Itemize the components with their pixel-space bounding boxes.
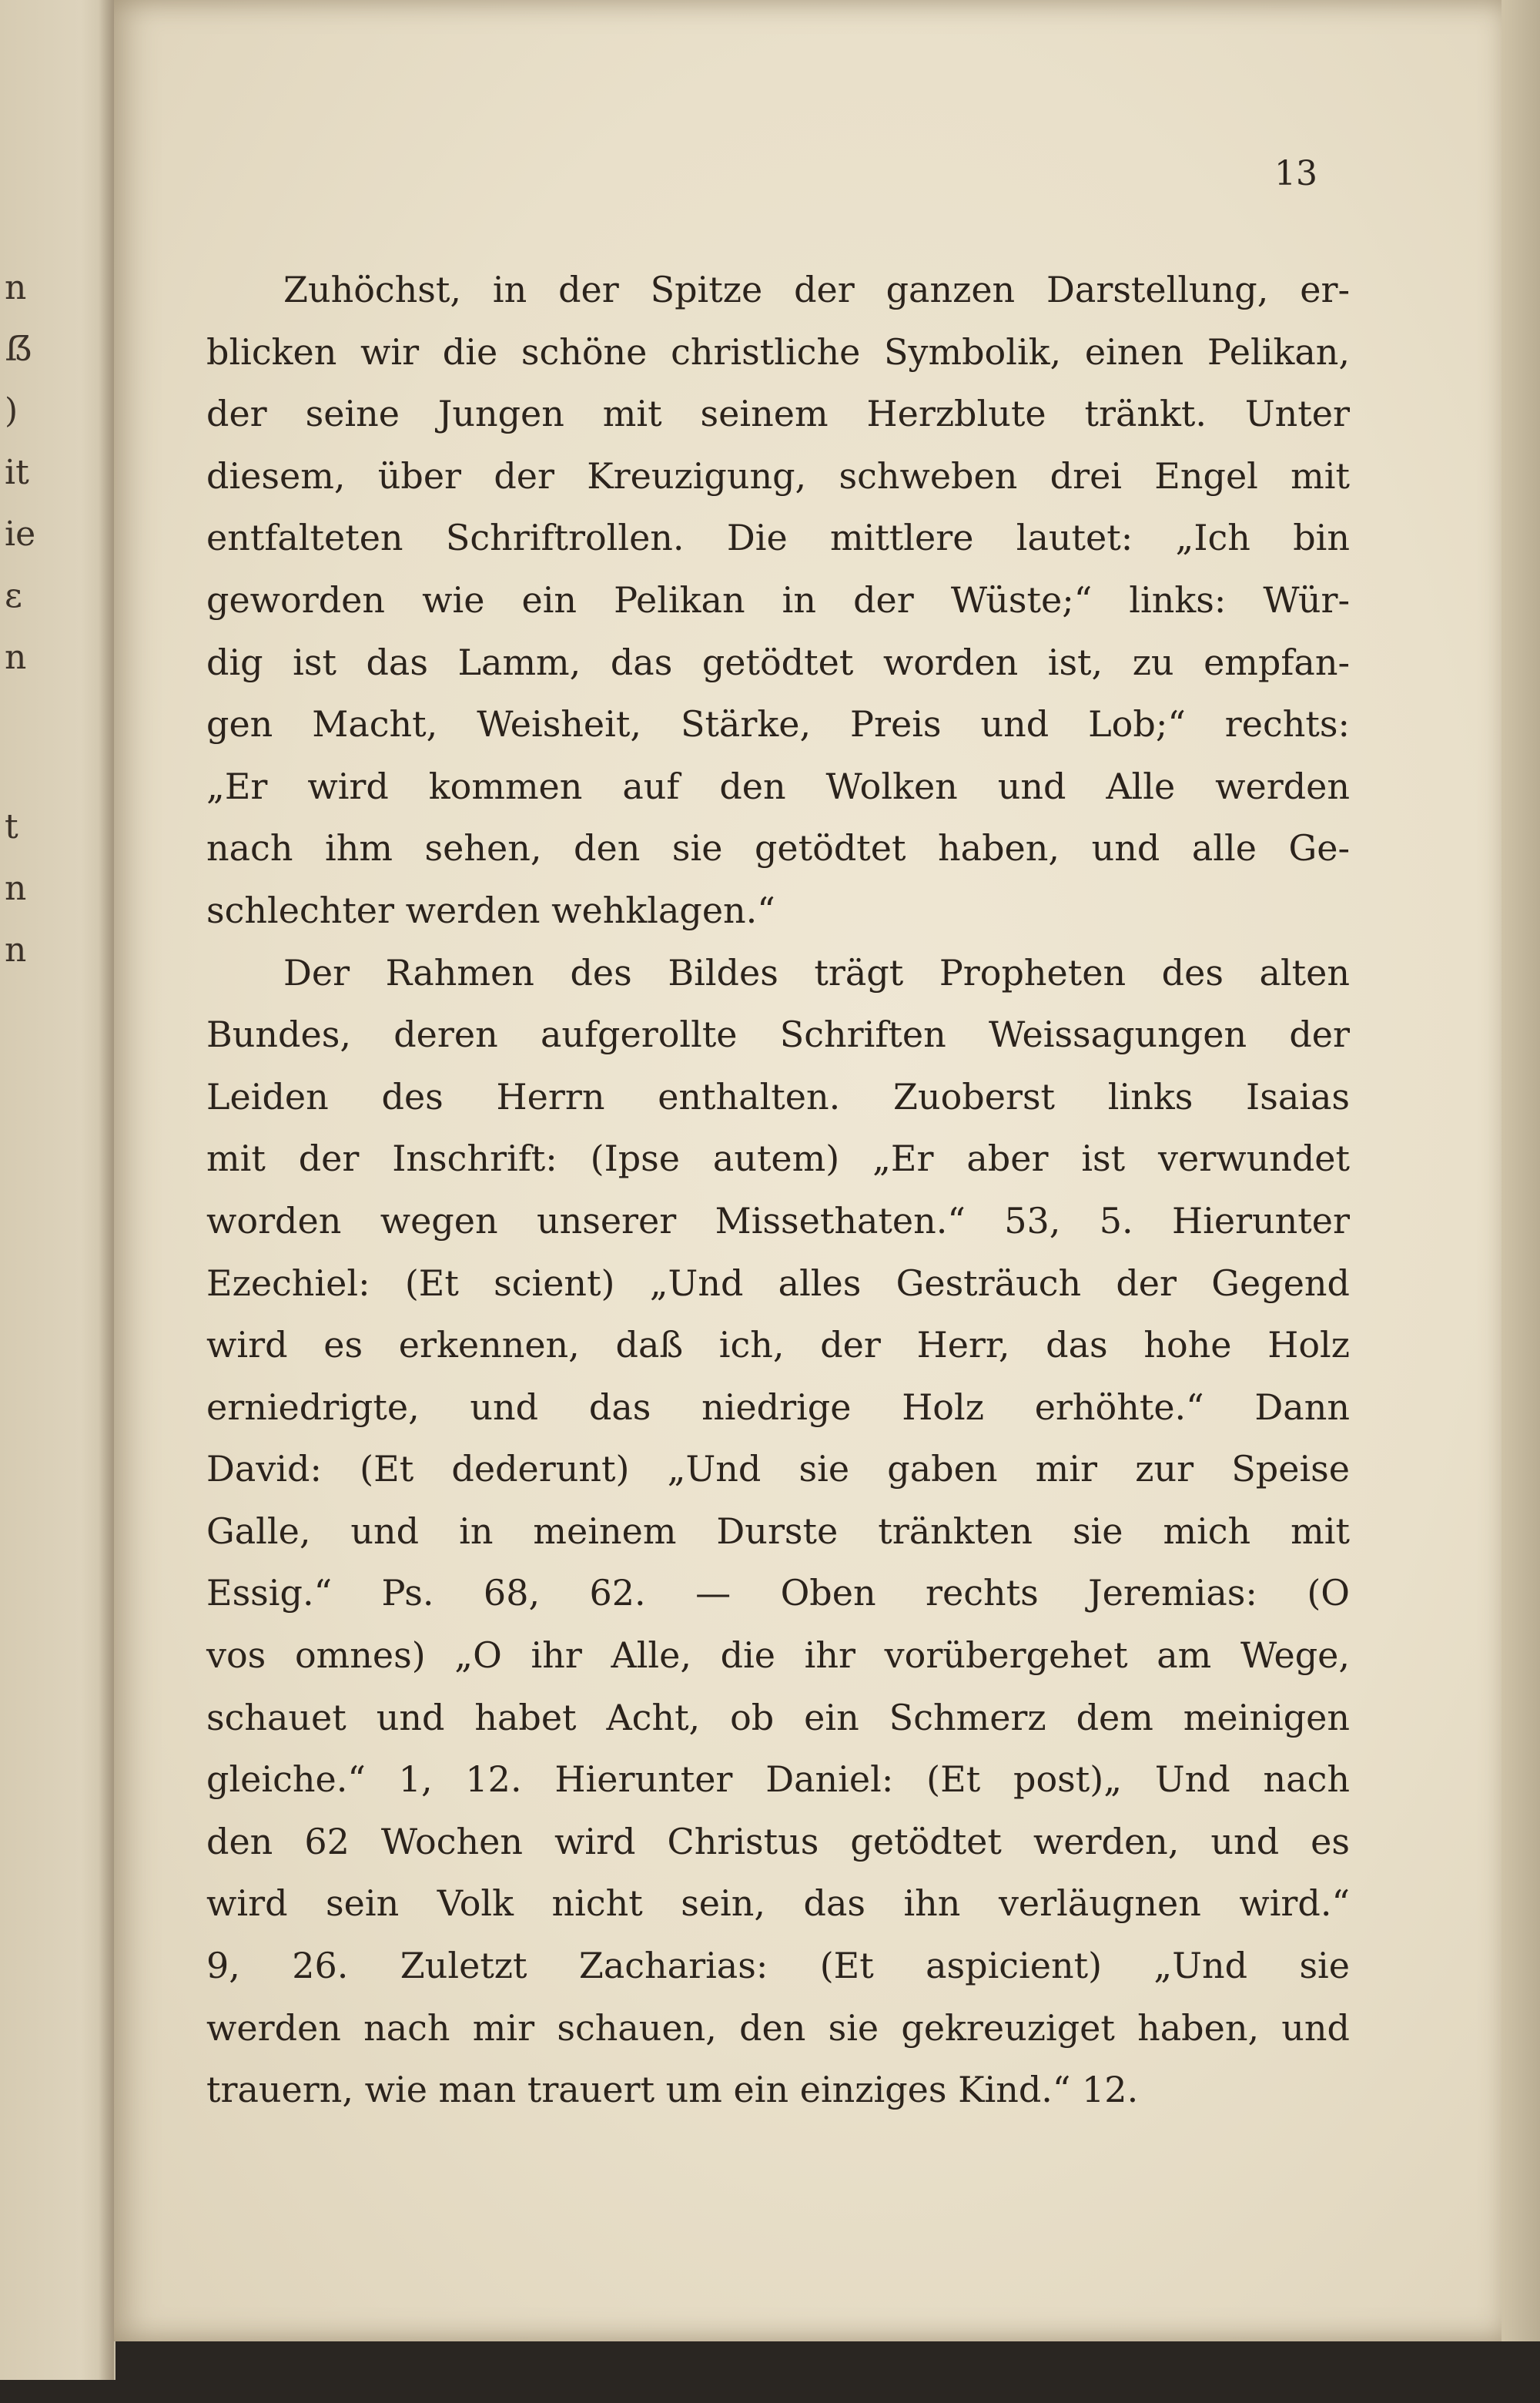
text-line: schlechter werden wehklagen.“ [206, 889, 775, 931]
text-line: „Er wird kommen auf den Wolken und Alle werden [206, 765, 1350, 807]
margin-fragment: n [5, 268, 27, 307]
text-line: Der Rahmen des Bildes trägt Propheten des alten [283, 951, 1350, 994]
text-line: vos omnes) „O ihr Alle, die ihr vorübergehet am Wege, [206, 1634, 1350, 1677]
text-line: nach ihm sehen, den sie getödtet haben, und alle Ge- [206, 827, 1350, 870]
text-line: Ezechiel: (Et scient) „Und alles Gesträuch der Gegend [206, 1262, 1350, 1304]
page-number: 13 [1274, 154, 1317, 193]
margin-fragment: n [5, 638, 27, 677]
margin-fragment: it [5, 453, 29, 492]
text-line: Essig.“ Ps. 68, 62. — Oben rechts Jeremias: (O [206, 1572, 1350, 1614]
text-line: diesem, über der Kreuzigung, schweben drei Engel mit [206, 454, 1350, 497]
page-gutter-shadow [99, 0, 114, 2380]
text-line: gleiche.“ 1, 12. Hierunter Daniel: (Et post)„ Und nach [206, 1758, 1350, 1801]
text-line: worden wegen unserer Missethaten.“ 53, 5. Hierunter [206, 1199, 1350, 1242]
text-line: 9, 26. Zuletzt Zacharias: (Et aspicient) „Und sie [206, 1945, 1350, 1987]
margin-fragment: n [5, 869, 27, 908]
text-line: Galle, und in meinem Durste tränkten sie mich mit [206, 1510, 1350, 1552]
margin-fragment: n [5, 930, 27, 970]
text-line: wird sein Volk nicht sein, das ihn verläugnen wird.“ [206, 1882, 1350, 1925]
text-line: Zuhöchst, in der Spitze der ganzen Darstellung, er- [283, 269, 1350, 310]
text-line: Bundes, deren aufgerollte Schriften Weissagungen der [206, 1014, 1350, 1056]
margin-fragment: ẞ [5, 330, 33, 369]
margin-fragment: ɛ [5, 576, 22, 615]
text-line: entfalteten Schriftrollen. Die mittlere lautet: „Ich bin [206, 517, 1350, 559]
margin-fragment: ie [5, 514, 36, 554]
page-stack-edge [1502, 0, 1540, 2341]
text-line: trauern, wie man trauert um ein einziges Kind.“ 12. [206, 2069, 1139, 2111]
text-line: Leiden des Herrn enthalten. Zuoberst links Isaias [206, 1075, 1350, 1118]
text-line: dig ist das Lamm, das getödtet worden ist, zu empfan- [206, 641, 1350, 683]
text-line: erniedrigte, und das niedrige Holz erhöhte.“ Dann [206, 1386, 1350, 1428]
text-line: gen Macht, Weisheit, Stärke, Preis und Lob;“ rechts: [206, 703, 1350, 746]
text-line: geworden wie ein Pelikan in der Wüste;“ links: Wür- [206, 578, 1350, 621]
margin-fragment: t [5, 807, 18, 846]
text-line: mit der Inschrift: (Ipse autem) „Er aber ist verwundet [206, 1138, 1350, 1180]
text-line: werden nach mir schauen, den sie gekreuziget haben, und [206, 2006, 1350, 2049]
body-text [206, 259, 1350, 2121]
text-line: David: (Et dederunt) „Und sie gaben mir zur Speise [206, 1448, 1350, 1490]
margin-fragment: ) [5, 391, 18, 431]
text-line: wird es erkennen, daß ich, der Herr, das hohe Holz [206, 1324, 1350, 1366]
text-line: der seine Jungen mit seinem Herzblute tränkt. Unter [206, 393, 1350, 435]
text-line: den 62 Wochen wird Christus getödtet werden, und es [206, 1820, 1350, 1862]
text-line: blicken wir die schöne christliche Symbolik, einen Pelikan, [206, 330, 1350, 373]
text-line: schauet und habet Acht, ob ein Schmerz dem meinigen [206, 1696, 1350, 1738]
